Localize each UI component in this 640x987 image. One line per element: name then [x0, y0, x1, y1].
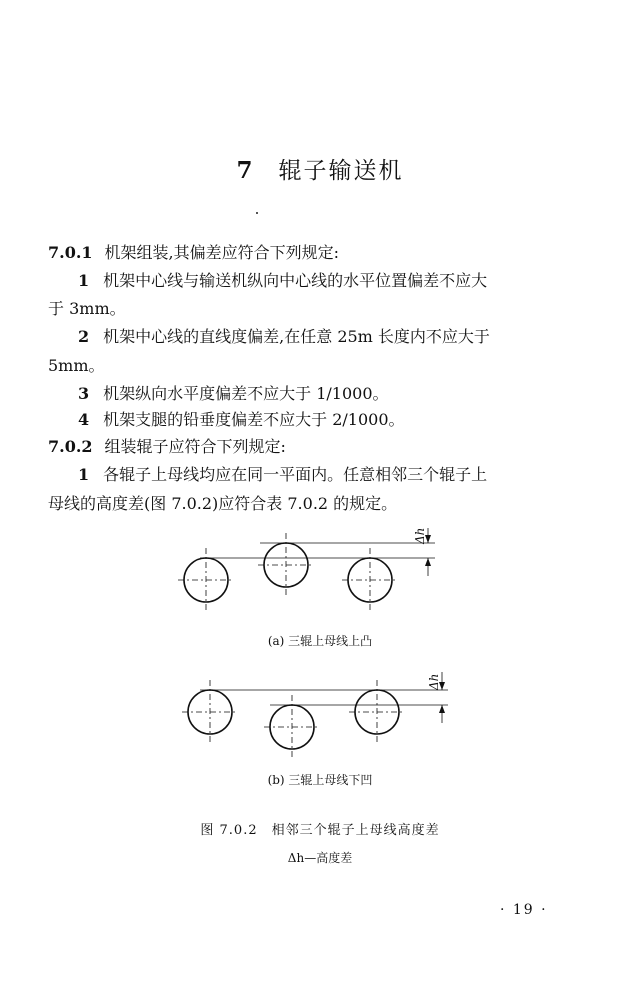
item-text: 机架中心线的直线度偏差,在任意 25m 长度内不应大于	[103, 327, 490, 346]
clause-7-0-1	[48, 243, 608, 263]
clause-text: 机架组装,其偏差应符合下列规定:	[104, 243, 340, 262]
item-701-2	[78, 327, 608, 347]
chapter-number: 7	[236, 157, 255, 184]
figure-note: Δh—高度差	[287, 851, 353, 865]
item-number: 2	[78, 327, 90, 346]
item-701-3	[78, 384, 608, 404]
speck	[256, 212, 258, 214]
item-number: 1	[78, 465, 90, 484]
chapter-title-text: 辊子输送机	[278, 158, 404, 184]
item-701-2-cont: 5mm。	[48, 356, 105, 375]
figure-caption: 图 7.0.2 相邻三个辊子上母线高度差	[200, 823, 440, 838]
item-701-1	[78, 271, 608, 291]
subcaption-b: (b) 三辊上母线下凹	[267, 773, 373, 787]
item-702-1	[78, 465, 608, 485]
clause-text: 组装辊子应符合下列规定:	[104, 437, 286, 456]
item-text: 各辊子上母线均应在同一平面内。任意相邻三个辊子上	[103, 465, 488, 484]
item-number: 4	[78, 410, 90, 429]
clause-7-0-2	[48, 437, 608, 457]
chapter-title	[0, 152, 640, 185]
item-701-1-cont: 于 3mm。	[48, 299, 126, 318]
subcaption-a: (a) 三辊上母线上凸	[267, 634, 373, 648]
dim-label-b: Δh	[427, 673, 441, 690]
item-701-4	[78, 410, 608, 430]
item-text: 机架支腿的铅垂度偏差不应大于 2/1000。	[103, 410, 405, 429]
item-702-1-cont: 母线的高度差(图 7.0.2)应符合表 7.0.2 的规定。	[48, 494, 398, 513]
clause-number: 7.0.2	[48, 437, 93, 456]
page-number: · 19 ·	[500, 902, 548, 918]
item-number: 3	[78, 384, 90, 403]
clause-number: 7.0.1	[48, 243, 93, 262]
figure-roller-height-diagram	[160, 520, 460, 810]
item-text: 机架中心线与输送机纵向中心线的水平位置偏差不应大	[103, 271, 488, 290]
item-number: 1	[78, 271, 90, 290]
dim-label-a: Δh	[413, 527, 427, 544]
item-text: 机架纵向水平度偏差不应大于 1/1000。	[103, 384, 389, 403]
